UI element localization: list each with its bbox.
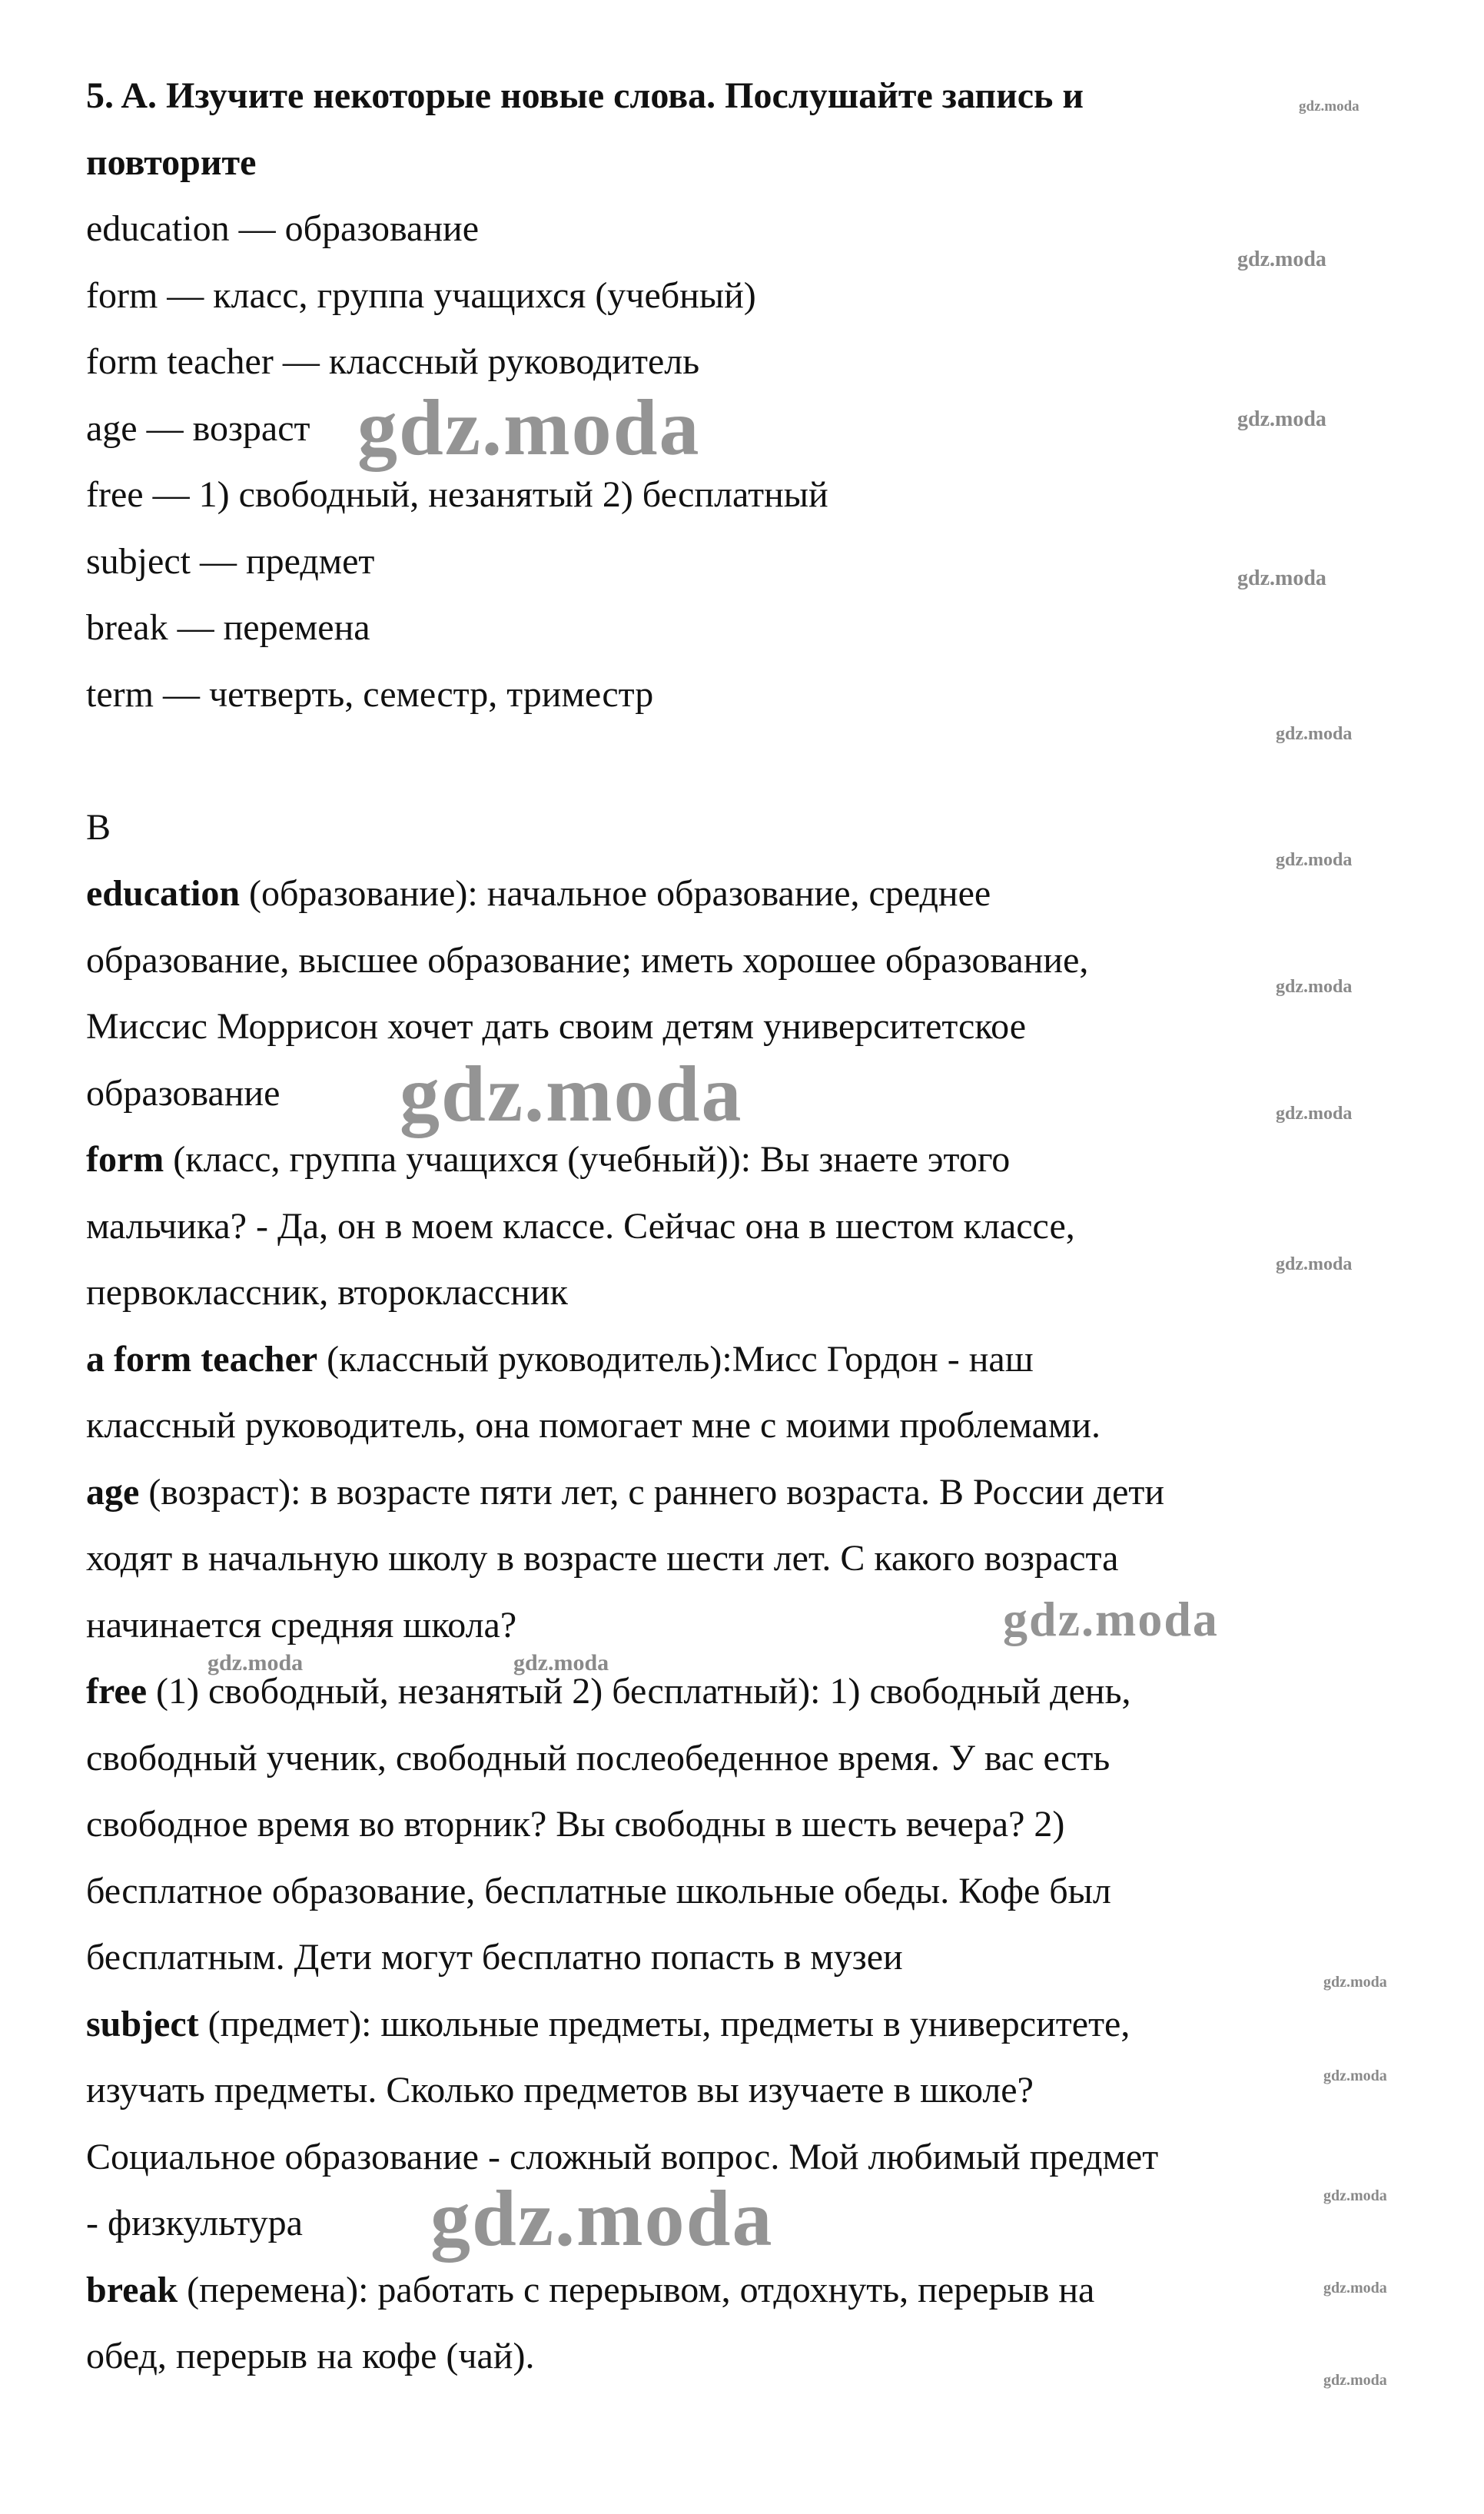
- entry-free: [86, 1659, 1408, 1991]
- watermark-small: gdz.moda: [1237, 407, 1326, 431]
- watermark-small: gdz.moda: [1323, 2187, 1387, 2204]
- watermark-small: gdz.moda: [1299, 98, 1360, 115]
- spacer: [86, 728, 1408, 795]
- entry-text: первоклассник, второклассник: [86, 1272, 568, 1313]
- word-list-item: form teacher — классный руководитель: [86, 341, 700, 382]
- watermark-small: gdz.moda: [1323, 2280, 1387, 2296]
- entry-text: обед, перерыв на кофе (чай).: [86, 2336, 535, 2376]
- entry-term: break: [86, 2269, 178, 2310]
- watermark-small: gdz.moda: [207, 1650, 304, 1675]
- entry-education: [86, 861, 1408, 1127]
- word-list-item: free — 1) свободный, незанятый 2) бесплатный: [86, 474, 828, 515]
- entry-text: свободное время во вторник? Вы свободны в шесть вечера? 2): [86, 1804, 1065, 1845]
- watermark-large: gdz.moda: [430, 2174, 774, 2263]
- entry-term: form: [86, 1139, 164, 1180]
- entry-text: (образование): начальное образование, среднее: [240, 873, 991, 914]
- word-list-item: age — возраст: [86, 407, 310, 449]
- watermark-small: gdz.moda: [1323, 2372, 1387, 2389]
- entry-text: - физкультура: [86, 2203, 303, 2243]
- entry-text: бесплатным. Дети могут бесплатно попасть в музеи: [86, 1937, 903, 1978]
- watermark-large: gdz.moda: [357, 384, 701, 472]
- entry-term: education: [86, 873, 241, 914]
- entry-text: Миссис Моррисон хочет дать своим детям университетское: [86, 1006, 1027, 1047]
- entry-text: (предмет): школьные предметы, предметы в университете,: [198, 2003, 1130, 2044]
- entry-text: Социальное образование - сложный вопрос. Мой любимый предмет: [86, 2136, 1159, 2177]
- entry-text: образование, высшее образование; иметь хорошее образование,: [86, 939, 1089, 981]
- entry-text: образование: [86, 1072, 281, 1114]
- watermark-small: gdz.moda: [1323, 1974, 1387, 1991]
- entry-term: subject: [86, 2003, 199, 2044]
- watermark-small: gdz.moda: [1323, 2067, 1387, 2084]
- watermark-small: gdz.moda: [1276, 850, 1353, 870]
- entry-form-teacher: [86, 1327, 1408, 1460]
- word-list-item: form — класс, группа учащихся (учебный): [86, 274, 756, 316]
- document-body: [86, 63, 1408, 2390]
- exercise-heading-line-2: повторите: [86, 141, 257, 183]
- entry-term: age: [86, 1471, 140, 1513]
- watermark-small: gdz.moda: [1237, 247, 1326, 271]
- entry-text: (класс, группа учащихся (учебный)): Вы знаете этого: [164, 1139, 1011, 1180]
- watermark-small: gdz.moda: [1276, 724, 1353, 744]
- word-list-item: term — четверть, семестр, триместр: [86, 673, 654, 715]
- section-b-label: B: [86, 806, 111, 848]
- entry-text: (1) свободный, незанятый 2) бесплатный): 1) свободный день,: [147, 1671, 1131, 1712]
- entry-term: a form teacher: [86, 1338, 318, 1380]
- entry-text: классный руководитель, она помогает мне с моими проблемами.: [86, 1405, 1101, 1446]
- entry-text: начинается средняя школа?: [86, 1604, 517, 1646]
- entry-text: (перемена): работать с перерывом, отдохнуть, перерыв на: [178, 2269, 1095, 2310]
- entry-text: бесплатное образование, бесплатные школьные обеды. Кофе был: [86, 1870, 1111, 1911]
- watermark-large: gdz.moda: [1003, 1592, 1219, 1646]
- entry-term: free: [86, 1671, 148, 1712]
- word-list-item: break — перемена: [86, 607, 370, 648]
- entry-text: ходят в начальную школу в возрасте шести лет. С какого возраста: [86, 1538, 1119, 1579]
- entry-text: (возраст): в возрасте пяти лет, с раннего возраста. В России дети: [139, 1471, 1165, 1513]
- word-list: [86, 196, 1408, 728]
- watermark-small: gdz.moda: [1276, 1104, 1353, 1124]
- watermark-small: gdz.moda: [1276, 1254, 1353, 1274]
- entry-break: [86, 2257, 1408, 2390]
- entry-text: мальчика? - Да, он в моем классе. Сейчас она в шестом классе,: [86, 1205, 1075, 1247]
- entry-text: изучать предметы. Сколько предметов вы изучаете в школе?: [86, 2070, 1034, 2110]
- watermark-small: gdz.moda: [513, 1650, 609, 1675]
- word-list-item: education — образование: [86, 208, 480, 249]
- entry-text: (классный руководитель):Мисс Гордон - наш: [317, 1338, 1034, 1380]
- watermark-small: gdz.moda: [1276, 977, 1353, 997]
- exercise-heading-line-1: 5. A. Изучите некоторые новые слова. Послушайте запись и: [86, 75, 1084, 116]
- word-list-item: subject — предмет: [86, 540, 375, 582]
- watermark-large: gdz.moda: [400, 1050, 743, 1138]
- watermark-small: gdz.moda: [1237, 566, 1326, 590]
- entry-text: свободный ученик, свободный послеобеденное время. У вас есть: [86, 1737, 1111, 1778]
- entry-form: [86, 1127, 1408, 1327]
